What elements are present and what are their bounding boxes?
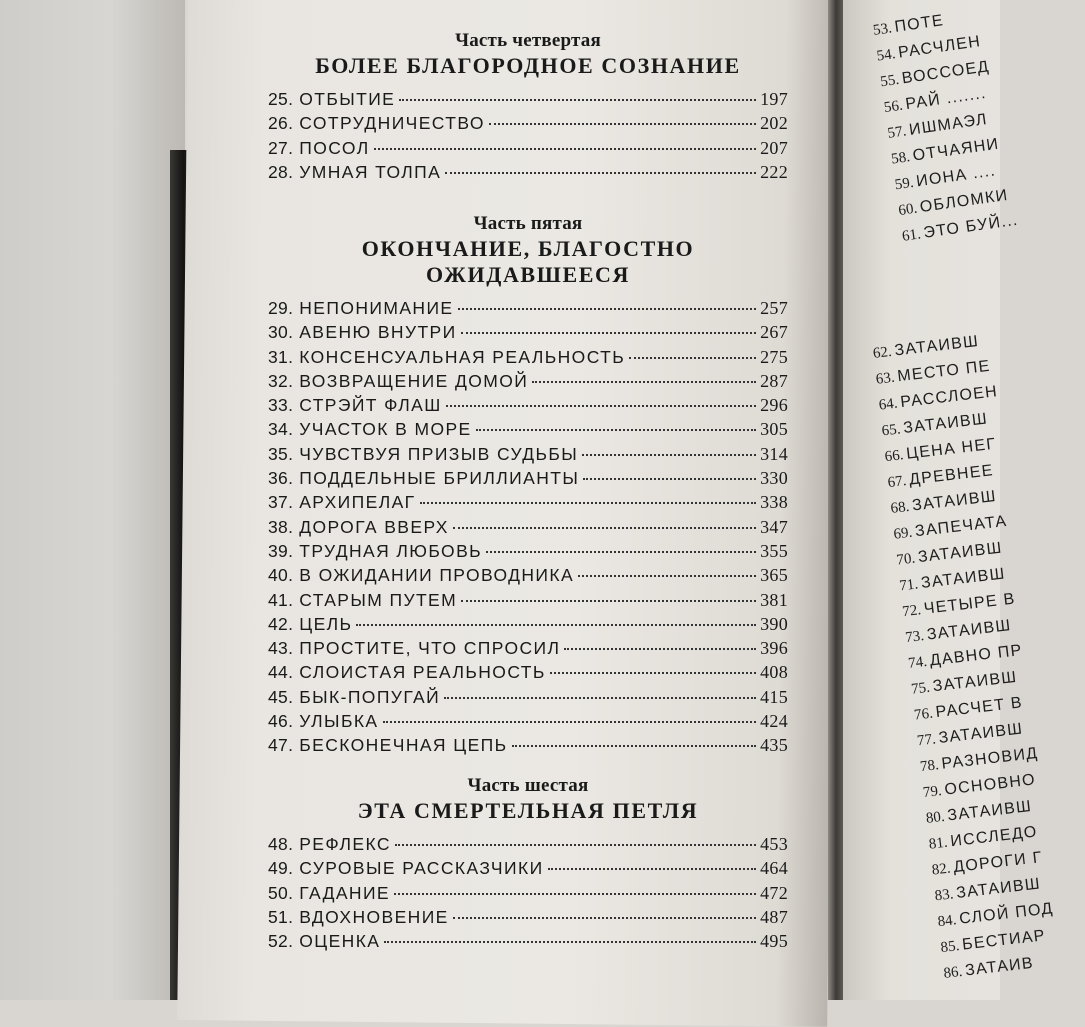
entry-number: 54. (875, 46, 897, 65)
entry-number: 34. (268, 419, 294, 440)
entry-title: СОТРУДНИЧЕСТВО (299, 113, 485, 134)
toc-entry (268, 565, 788, 589)
dot-leader (486, 551, 756, 553)
part-five-section (268, 213, 788, 760)
dot-leader (583, 478, 756, 480)
dot-leader (512, 745, 757, 747)
toc-entries (268, 834, 788, 955)
toc-entry (268, 162, 788, 186)
entry-title: ДОРОГА ВВЕРХ (299, 516, 449, 537)
toc-entry (268, 517, 788, 541)
entry-title: ЦЕНА НЕГ (905, 435, 998, 463)
dot-leader (446, 405, 756, 407)
entry-title: ТРУДНАЯ ЛЮБОВЬ (299, 540, 483, 561)
entry-title: ВДОХНОВЕНИЕ (299, 906, 449, 927)
entry-number: 78. (919, 757, 940, 776)
part-title: ЭТА СМЕРТЕЛЬНАЯ ПЕТЛЯ (357, 798, 699, 823)
entry-number: 46. (268, 711, 294, 732)
entry-number: 45. (268, 686, 294, 707)
entry-title: НЕПОНИМАНИЕ (299, 298, 454, 318)
toc-entry (268, 735, 788, 759)
entry-title: ДОРОГИ Г (952, 849, 1044, 877)
entry-title: ИОНА .... (915, 162, 997, 191)
entry-title: ЗАПЕЧАТА (914, 512, 1009, 541)
entry-number: 63. (875, 369, 896, 388)
entry-page-number: 287 (760, 370, 788, 391)
entry-title: ЧЕТЫРЕ В (923, 590, 1017, 618)
entry-title: СУРОВЫЕ РАССКАЗЧИКИ (299, 858, 544, 879)
dot-leader (383, 721, 757, 723)
entry-number: 51. (268, 906, 294, 927)
entry-title: КОНСЕНСУАЛЬНАЯ РЕАЛЬНОСТЬ (299, 346, 626, 367)
dot-leader (394, 893, 756, 895)
entry-number: 65. (880, 421, 902, 440)
entry-number: 35. (268, 443, 294, 464)
toc-entry (268, 834, 788, 858)
entry-number: 47. (268, 735, 294, 756)
entry-title: ПОСОЛ (299, 137, 370, 158)
entry-page-number: 381 (760, 589, 788, 610)
part-title: ОКОНЧАНИЕ, БЛАГОСТНО ОЖИДАВШЕЕСЯ (361, 236, 695, 287)
dot-leader (444, 697, 756, 699)
entry-number: 86. (942, 963, 964, 982)
toc-entry (268, 711, 788, 735)
toc-entry (268, 371, 788, 395)
entry-page-number: 207 (760, 137, 788, 158)
toc-entry (268, 883, 788, 907)
part-four-section (268, 30, 788, 186)
dot-leader (399, 99, 756, 101)
toc-entry (268, 322, 788, 346)
entry-title: РАЙ ....... (904, 84, 988, 114)
entry-number: 29. (268, 298, 294, 318)
entry-title: ОТБЫТИЕ (299, 89, 396, 109)
entry-number: 84. (936, 912, 958, 931)
dot-leader (458, 308, 757, 310)
toc-entries (268, 89, 788, 186)
dot-leader (356, 624, 756, 626)
entry-number: 71. (898, 576, 920, 595)
entry-title: ЗАТАИВШ (946, 797, 1033, 825)
entry-page-number: 365 (760, 565, 788, 586)
entry-number: 50. (268, 882, 294, 903)
dot-leader (548, 868, 757, 870)
entry-title: МЕСТО ПЕ (896, 357, 992, 386)
entry-page-number: 267 (760, 322, 788, 343)
dot-leader (629, 357, 756, 359)
entry-page-number: 495 (760, 931, 788, 952)
toc-entry (268, 662, 788, 686)
entry-title: В ОЖИДАНИИ ПРОВОДНИКА (299, 565, 575, 586)
entry-title: ЗАТАИВШ (925, 617, 1013, 644)
entry-page-number: 275 (760, 346, 788, 367)
entry-page-number: 305 (760, 419, 788, 440)
entry-number: 32. (268, 370, 294, 391)
entry-title: АРХИПЕЛАГ (299, 492, 416, 513)
entry-number: 25. (268, 89, 294, 109)
entry-number: 69. (892, 524, 914, 543)
entry-title: ОЦЕНКА (299, 931, 381, 952)
entry-number: 53. (872, 20, 893, 39)
entry-title: АВЕНЮ ВНУТРИ (299, 322, 457, 343)
entry-title: СТРЭЙТ ФЛАШ (299, 395, 442, 416)
entry-number: 76. (913, 705, 934, 724)
toc-entry (268, 638, 788, 662)
entry-page-number: 396 (760, 638, 788, 659)
entry-title: ИШМАЭЛ (908, 110, 989, 139)
part-six-section (268, 775, 788, 955)
toc-entry (268, 541, 788, 565)
entry-title: ПОТЕ (893, 12, 946, 36)
entry-page-number: 314 (760, 443, 788, 464)
entry-number: 58. (890, 149, 912, 168)
entry-title: ГАДАНИЕ (299, 882, 391, 903)
entry-number: 74. (907, 653, 928, 672)
entry-number: 41. (268, 589, 294, 610)
entry-page-number: 424 (760, 711, 788, 732)
entry-number: 57. (886, 123, 908, 142)
dot-leader (461, 332, 756, 334)
dot-leader (476, 429, 756, 431)
toc-entry (268, 298, 788, 322)
entry-title: ПОДДЕЛЬНЫЕ БРИЛЛИАНТЫ (299, 468, 580, 489)
entry-number: 27. (268, 137, 294, 158)
dot-leader (445, 172, 756, 174)
entry-number: 83. (933, 886, 955, 905)
toc-entry (268, 347, 788, 371)
toc-entry (268, 687, 788, 711)
entry-number: 39. (268, 540, 294, 561)
toc-entry (268, 444, 788, 468)
entry-title: ОБЛОМКИ (918, 186, 1010, 217)
entry-page-number: 257 (760, 298, 788, 318)
dot-leader (489, 123, 756, 125)
entry-page-number: 338 (760, 492, 788, 513)
entry-title: ЧУВСТВУЯ ПРИЗЫВ СУДЬБЫ (299, 443, 579, 464)
entry-page-number: 330 (760, 468, 788, 489)
entry-number: 80. (925, 808, 946, 827)
dot-leader (532, 381, 756, 383)
entry-title: СЛОИСТАЯ РЕАЛЬНОСТЬ (299, 662, 546, 683)
entry-number: 72. (901, 602, 922, 621)
toc-entry (268, 492, 788, 516)
entry-title: ЗАТАИВШ (937, 720, 1025, 747)
entry-title: СТАРЫМ ПУТЕМ (299, 589, 458, 610)
toc-entry (268, 89, 788, 113)
dot-leader (374, 148, 757, 150)
table-surface (0, 0, 185, 1000)
dot-leader (453, 917, 756, 919)
entry-page-number: 347 (760, 516, 788, 537)
toc-entry (268, 113, 788, 137)
entry-title: РАССЛОЕН (899, 383, 999, 412)
entry-number: 70. (895, 550, 917, 569)
entry-number: 26. (268, 113, 294, 134)
entry-title: ЭТО БУЙ... (922, 211, 1020, 242)
entry-title: ЗАТАИВШ (955, 875, 1042, 902)
entry-number: 40. (268, 565, 294, 586)
entry-page-number: 453 (760, 834, 788, 854)
entry-title: БЕСТИАР (961, 927, 1047, 954)
entry-number: 75. (910, 679, 931, 698)
toc-entry (268, 419, 788, 443)
entry-number: 44. (268, 662, 294, 683)
entry-number: 64. (877, 395, 899, 414)
entry-title: ПРОСТИТЕ, ЧТО СПРОСИЛ (299, 638, 561, 659)
entry-number: 49. (268, 858, 294, 879)
entry-title: ВОЗВРАЩЕНИЕ ДОМОЙ (299, 370, 529, 391)
entry-number: 60. (897, 200, 919, 220)
entry-title: ДРЕВНЕЕ (908, 462, 995, 489)
entry-page-number: 202 (760, 113, 788, 134)
entry-number: 31. (268, 346, 294, 367)
entry-title: РАСЧЛЕН (897, 33, 983, 62)
entry-title: УЧАСТОК В МОРЕ (299, 419, 472, 440)
entry-number: 36. (268, 468, 294, 489)
entry-number: 37. (268, 492, 294, 513)
entry-number: 52. (268, 931, 294, 952)
dot-leader (453, 527, 756, 529)
dot-leader (395, 844, 756, 846)
entry-number: 48. (268, 834, 294, 854)
dot-leader (461, 600, 756, 602)
entry-page-number: 355 (760, 540, 788, 561)
entry-title: БЫК-ПОПУГАЙ (299, 686, 441, 707)
entry-number: 43. (268, 638, 294, 659)
entry-title: ДАВНО ПР (928, 641, 1024, 670)
entry-title: ВОССОЕД (900, 58, 991, 88)
entry-number: 79. (922, 783, 943, 802)
entry-page-number: 390 (760, 613, 788, 634)
entry-number: 81. (928, 834, 949, 853)
entry-number: 38. (268, 516, 294, 537)
entry-title: ЗАТАИВШ (917, 539, 1004, 567)
entry-title: ЗАТАИВШ (902, 410, 989, 437)
toc-entry (268, 395, 788, 419)
part-label: Часть шестая (467, 775, 589, 796)
toc-entry (268, 138, 788, 162)
entry-number: 77. (916, 731, 937, 750)
entry-title: РАСЧЕТ В (934, 694, 1024, 722)
toc-entries (268, 298, 788, 760)
entry-title: ЗАТАИВШ (920, 565, 1007, 592)
dot-leader (582, 454, 756, 456)
dot-leader (420, 502, 757, 504)
part-label: Часть пятая (473, 213, 583, 234)
entry-page-number: 408 (760, 662, 788, 683)
entry-page-number: 222 (760, 161, 788, 182)
entry-number: 30. (268, 322, 294, 343)
entry-number: 33. (268, 395, 294, 416)
dot-leader (384, 941, 756, 943)
toc-entry (268, 468, 788, 492)
entry-title: ЗАТАИВ (964, 954, 1035, 980)
entry-number: 66. (883, 447, 905, 466)
entry-number: 82. (930, 860, 952, 879)
entry-number: 62. (872, 343, 893, 362)
toc-entry (268, 931, 788, 955)
entry-title: ЗАТАИВШ (893, 332, 980, 360)
entry-number: 42. (268, 613, 294, 634)
entry-page-number: 296 (760, 395, 788, 416)
part-label: Часть четвертая (455, 30, 601, 51)
entry-page-number: 472 (760, 882, 788, 903)
dot-leader (550, 672, 756, 674)
entry-title: ИССЛЕДО (949, 823, 1039, 851)
entry-number: 56. (882, 97, 904, 117)
entry-number: 61. (901, 226, 922, 245)
entry-page-number: 464 (760, 858, 788, 879)
entry-page-number: 487 (760, 906, 788, 927)
entry-page-number: 435 (760, 735, 788, 756)
entry-number: 68. (889, 498, 911, 517)
entry-number: 28. (268, 161, 294, 182)
dot-leader (564, 648, 756, 650)
entry-number: 55. (879, 71, 901, 91)
entry-number: 59. (893, 174, 915, 194)
toc-entry (268, 614, 788, 638)
entry-title: ОСНОВНО (943, 771, 1037, 799)
toc-entry (268, 907, 788, 931)
entry-title: РЕФЛЕКС (299, 834, 391, 854)
entry-title: УМНАЯ ТОЛПА (299, 161, 442, 182)
entry-page-number: 197 (760, 89, 788, 109)
toc-entry (268, 590, 788, 614)
entry-title: ОТЧАЯНИ (911, 135, 1001, 165)
dot-leader (578, 575, 756, 577)
entry-number: 85. (939, 938, 961, 957)
entry-title: ЗАТАИВШ (931, 668, 1019, 696)
entry-title: СЛОЙ ПОД (958, 900, 1055, 928)
entry-title: ЗАТАИВШ (911, 487, 998, 515)
entry-title: РАЗНОВИД (940, 744, 1040, 773)
entry-number: 67. (886, 473, 908, 492)
entry-title: ЦЕЛЬ (299, 613, 353, 634)
entry-number: 73. (904, 628, 925, 647)
entry-title: БЕСКОНЕЧНАЯ ЦЕПЬ (299, 735, 508, 756)
toc-entry (268, 858, 788, 882)
entry-page-number: 415 (760, 686, 788, 707)
part-title: БОЛЕЕ БЛАГОРОДНОЕ СОЗНАНИЕ (315, 53, 741, 78)
entry-title: УЛЫБКА (299, 711, 379, 732)
